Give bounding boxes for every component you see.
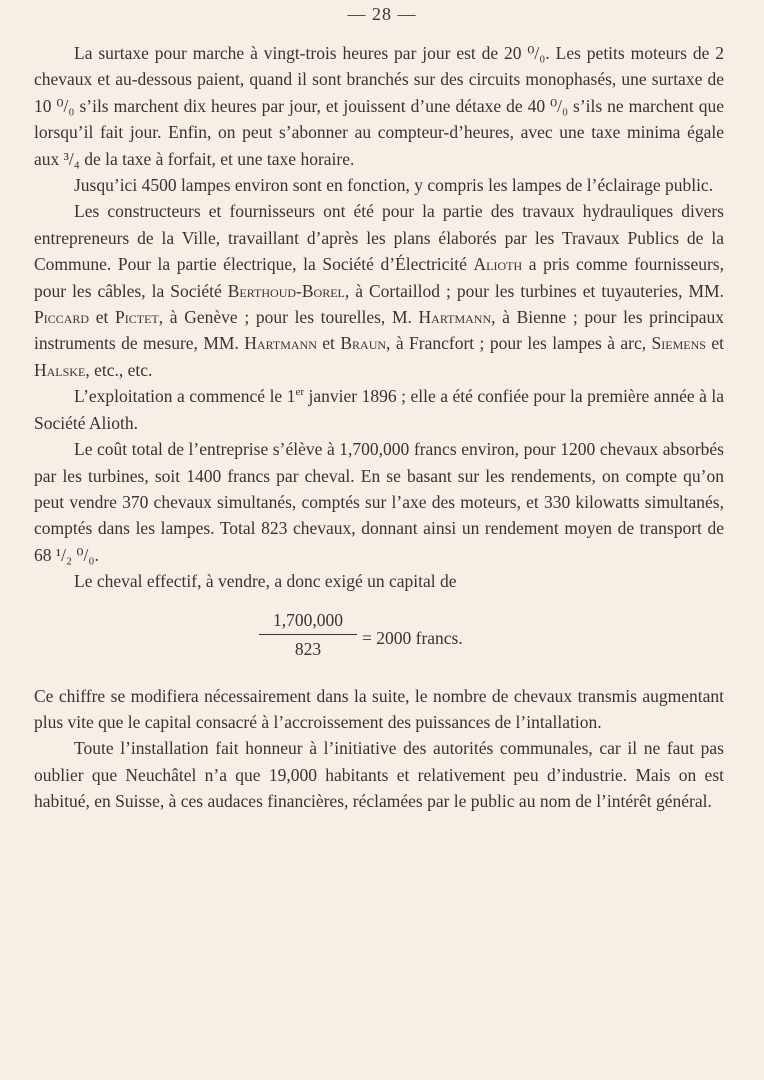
text-run: , à Francfort ; pour les lampes à arc, [386,333,652,354]
formula [34,595,724,683]
fraction-one-half: ¹/₂ [55,544,73,565]
text-run: et [89,307,116,328]
text-run: La surtaxe pour marche à vingt-trois heures par jour est de 20 [74,43,528,63]
percent-sign: ⁰/₀ [56,95,75,116]
text-run: a pris comme fournisseurs, pour les câbles, la Société [34,254,724,301]
paragraph-constructeurs [34,198,724,383]
text-run: . Les petits moteurs de 2 chevaux et au-dessous paient, quand il sont branchés sur des circuits monophasés, une surtaxe de 10 [34,43,724,116]
paragraph-surtaxe [34,40,724,172]
text-run: s’ils marchent dix heures par jour, et jouissent d’une détaxe de 40 [74,95,551,116]
paragraph-lampes: Jusqu’ici 4500 lampes environ sont en fonction, y compris les lampes de l’éclairage public. [74,175,714,196]
paragraph-cout [34,436,724,568]
formula-denominator: 823 [294,638,322,659]
body-text [34,40,724,815]
name-pictet: Pictet [115,307,159,328]
name-berthoud-borel: Berthoud-Borel [227,280,345,301]
name-siemens: Siemens [651,333,706,354]
name-braun: Braun [340,333,387,354]
paragraph-installation: Toute l’installation fait honneur à l’initiative des autorités communales, car il ne faut pas oublier que Neuchâtel n’a que 19,000 habitants et relativement peu d’industrie. Mais on est habitué, en Suisse, à ces audaces financières, réclamées par le public au nom de l’intérêt général. [34,738,724,812]
formula-numerator: 1,700,000 [273,609,343,630]
name-hartmann: Hartmann [418,307,492,328]
fraction-three-quarters: ³/₄ [63,148,80,169]
name-piccard: Piccard [34,307,90,328]
text-run: janvier 1896 ; elle a été confiée pour la première année à la Société Alioth. [34,386,725,433]
text-run: , à Genève ; pour les tourelles, M. [158,307,419,328]
fraction-bar [259,634,357,635]
name-hartmann: Hartmann [244,333,317,354]
text-run: , à Cortaillod ; pour les turbines et tuyauteries, MM. [344,280,724,301]
text-run: ⁰/₀. [72,544,99,565]
superscript-er: er [295,386,305,399]
formula-result: = 2000 francs. [362,627,463,648]
text-run: Les constructeurs et fournisseurs ont été pour la partie des travaux hydrauliques divers entrepreneurs de la Ville, travaillant d’après les plans élaborés par les Travaux Publics de la Commune. Pour la partie électrique, la Société d’Électricité [34,201,724,275]
paragraph-exploitation [34,383,724,436]
percent-sign: ⁰/₀ [527,43,546,63]
text-run: et [705,333,725,354]
text-run: , etc., etc. [85,359,153,380]
name-halske: Halske [34,359,86,380]
text-run: s’ils ne marchent que lorsqu’il fait jour. Enfin, on peut s’abonner au compteur-d’heures, avec une taxe minima égale aux [34,95,725,169]
text-run: L’exploitation a commencé le 1 [74,386,296,407]
page-number: — 28 — [347,4,417,24]
text-run: Le coût total de l’entreprise s’élève à 1,700,000 francs environ, pour 1200 chevaux absorbés par les turbines, soit 1400 francs par cheval. En se basant sur les rendements, on compte qu’on peut vendre 370 chevaux simultanés, comptés sur l’axe des moteurs, et 330 kilowatts simultanés, comptés dans les lampes. Total 823 chevaux, donnant ainsi un rendement moyen de transport de 68 [34,439,724,565]
formula-fraction [259,609,357,660]
text-run: et [316,333,341,354]
paragraph-chiffre: Ce chiffre se modifiera nécessairement dans la suite, le nombre de chevaux transmis augmentant plus vite que le capital consacré à l’accroissement des puissances de l’intallation. [34,685,724,732]
text-run: de la taxe à forfait, et une taxe horaire. [79,148,355,169]
percent-sign: ⁰/₀ [550,95,569,116]
text-run: , à Bienne ; pour les principaux instruments de mesure, MM. [34,307,724,354]
paragraph-cheval: Le cheval effectif, à vendre, a donc exigé un capital de [74,571,457,592]
name-alioth: Alioth [473,254,523,275]
